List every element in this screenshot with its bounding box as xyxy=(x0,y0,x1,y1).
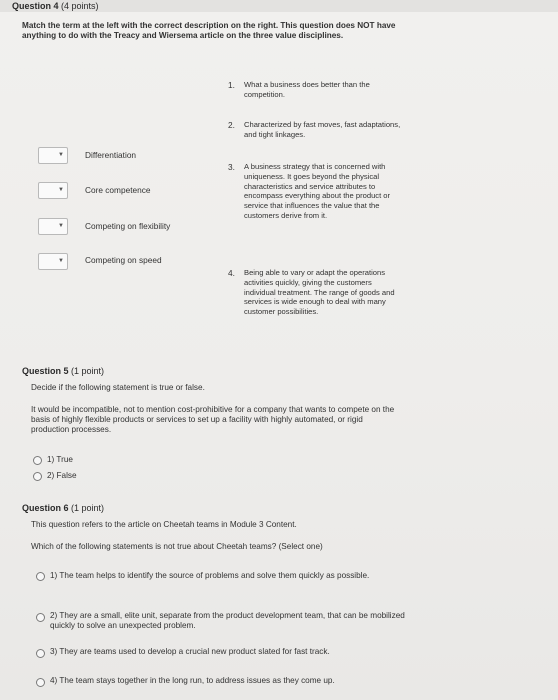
q4-desc-2-num: 2. xyxy=(228,120,235,130)
q6-context: This question refers to the article on Cheetah teams in Module 3 Content. xyxy=(31,520,297,529)
q4-desc-2-text: Characterized by fast moves, fast adaptations, and tight linkages. xyxy=(244,120,401,139)
q4-desc-1-num: 1. xyxy=(228,80,235,90)
q5-title-text: Question 5 xyxy=(22,366,69,376)
q4-title-text: Question 4 xyxy=(12,1,59,11)
q4-desc-4-num: 4. xyxy=(228,268,235,278)
q4-desc-4-text: Being able to vary or adapt the operations activities quickly, giving the customers individual treatment. The range of goods and services is wide enough to deal with many customer possibilities. xyxy=(244,268,395,317)
q4-title xyxy=(12,1,99,11)
q5-instruction: Decide if the following statement is true or false. xyxy=(31,383,205,392)
q5-points: (1 point) xyxy=(71,366,105,376)
q4-term-core-competence: Core competence xyxy=(85,185,151,195)
chevron-down-icon: ▼ xyxy=(58,152,64,158)
q4-term-competing-on-speed: Competing on speed xyxy=(85,255,162,265)
q6-option-1: 1) The team helps to identify the source of problems and solve them quickly as possible. xyxy=(50,571,370,580)
q4-select-competing-on-speed[interactable] xyxy=(38,253,68,270)
q6-radio-4[interactable] xyxy=(36,678,45,687)
q6-prompt: Which of the following statements is not true about Cheetah teams? (Select one) xyxy=(31,542,323,551)
q4-select-differentiation[interactable] xyxy=(38,147,68,164)
q4-term-differentiation: Differentiation xyxy=(85,150,137,160)
q4-instructions: Match the term at the left with the correct description on the right. This question does NOT have anything to do with the Treacy and Wiersema article on the three value disciplines. xyxy=(22,21,396,40)
q4-desc-3-text: A business strategy that is concerned with uniqueness. It goes beyond the physical characteristics and service attributes to encompass everything about the product or service that influences the value that the customers derive from it. xyxy=(244,162,391,220)
q4-desc-3-num: 3. xyxy=(228,162,235,172)
q4-desc-1-text: What a business does better than the competition. xyxy=(244,80,370,99)
chevron-down-icon: ▼ xyxy=(58,223,64,229)
q6-points: (1 point) xyxy=(71,503,105,513)
q5-radio-false[interactable] xyxy=(33,472,42,481)
q6-option-3: 3) They are teams used to develop a crucial new product slated for fast track. xyxy=(50,647,330,656)
q4-select-core-competence[interactable] xyxy=(38,182,68,199)
q6-title-text: Question 6 xyxy=(22,503,69,513)
q6-title xyxy=(22,503,104,513)
q4-term-competing-on-flexibility: Competing on flexibility xyxy=(85,221,171,231)
q6-radio-3[interactable] xyxy=(36,649,45,658)
q5-title xyxy=(22,366,104,376)
chevron-down-icon: ▼ xyxy=(58,187,64,193)
q6-radio-2[interactable] xyxy=(36,613,45,622)
q5-option-true: 1) True xyxy=(47,455,73,464)
q5-option-false: 2) False xyxy=(47,471,77,480)
q4-points: (4 points) xyxy=(61,1,99,11)
q6-option-4: 4) The team stays together in the long run, to address issues as they come up. xyxy=(50,676,335,685)
q6-option-2: 2) They are a small, elite unit, separate from the product development team, that can be mobilized quickly to solve an unexpected problem. xyxy=(50,611,405,630)
q4-select-competing-on-flexibility[interactable] xyxy=(38,218,68,235)
q5-radio-true[interactable] xyxy=(33,456,42,465)
q5-statement: It would be incompatible, not to mention cost-prohibitive for a company that wants to compete on the basis of highly flexible products or services to set up a facility with highly automated, or rigid production processes. xyxy=(31,405,395,434)
q6-radio-1[interactable] xyxy=(36,572,45,581)
chevron-down-icon: ▼ xyxy=(58,258,64,264)
